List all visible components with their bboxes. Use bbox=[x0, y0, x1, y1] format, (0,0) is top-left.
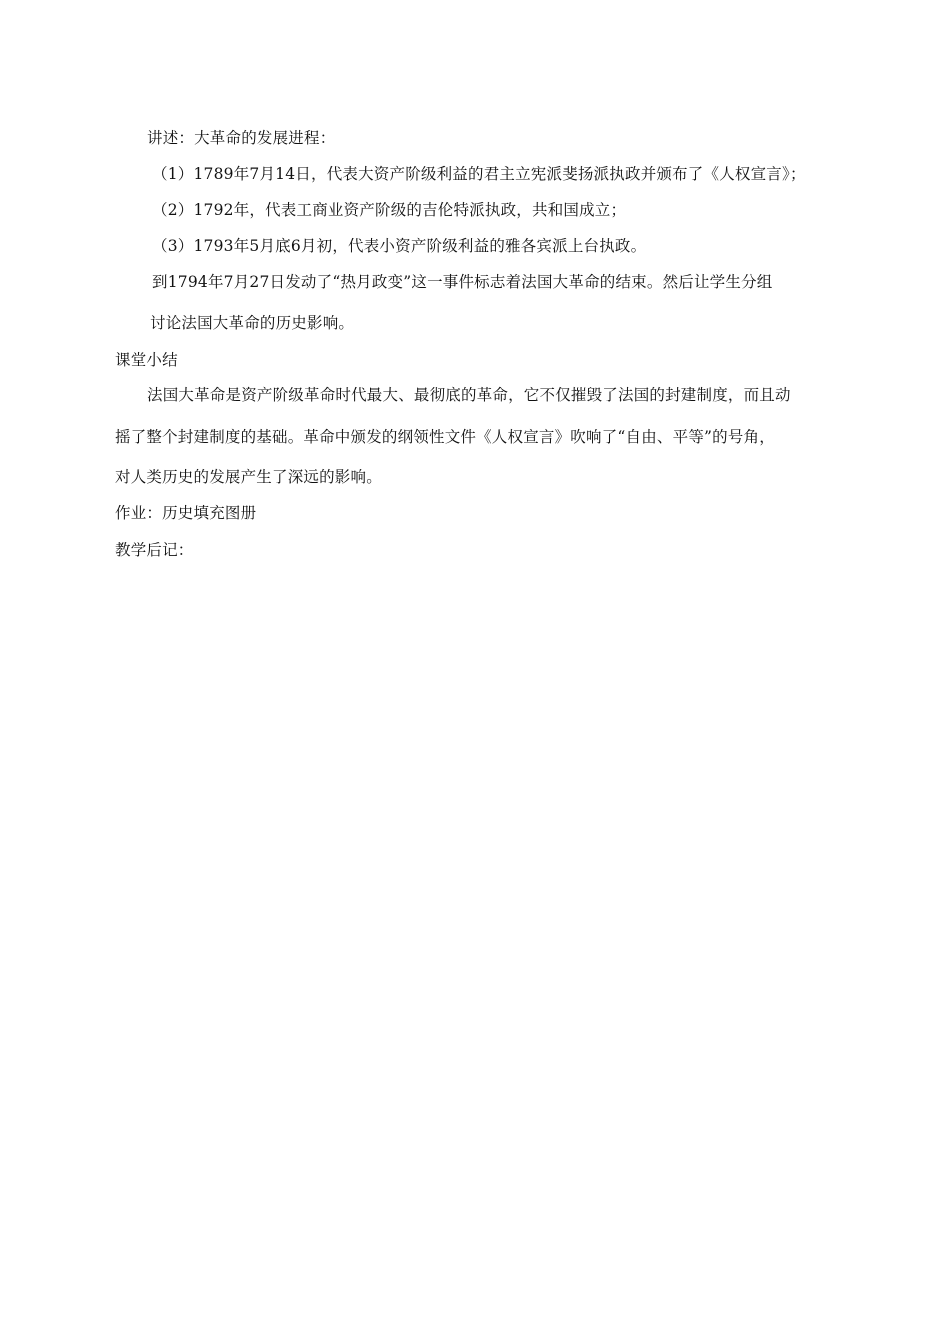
homework-line: 作业：历史填充图册 bbox=[115, 504, 257, 522]
summary-line-3: 对人类历史的发展产生了深远的影响。 bbox=[115, 468, 382, 486]
list-item-1792: （2）1792年，代表工商业资产阶级的吉伦特派执政，共和国成立； bbox=[152, 201, 627, 219]
summary-heading: 课堂小结 bbox=[115, 351, 178, 369]
summary-line-2: 摇了整个封建制度的基础。革命中颁发的纲领性文件《人权宣言》吹响了“自由、平等”的号角， bbox=[115, 428, 775, 446]
narration-heading: 讲述：大革命的发展进程： bbox=[147, 129, 336, 147]
list-item-1789: （1）1789年7月14日，代表大资产阶级利益的君主立宪派斐扬派执政并颁布了《人权宣言》； bbox=[152, 165, 806, 183]
thermidor-paragraph: 到1794年7月27日发动了“热月政变”这一事件标志着法国大革命的结束。然后让学生分组 bbox=[152, 273, 773, 291]
teaching-notes-line: 教学后记： bbox=[115, 541, 194, 559]
thermidor-paragraph-cont: 讨论法国大革命的历史影响。 bbox=[150, 314, 355, 332]
summary-line-1: 法国大革命是资产阶级革命时代最大、最彻底的革命，它不仅摧毁了法国的封建制度，而且动 bbox=[147, 386, 791, 404]
list-item-1793: （3）1793年5月底6月初，代表小资产阶级利益的雅各宾派上台执政。 bbox=[152, 237, 647, 255]
